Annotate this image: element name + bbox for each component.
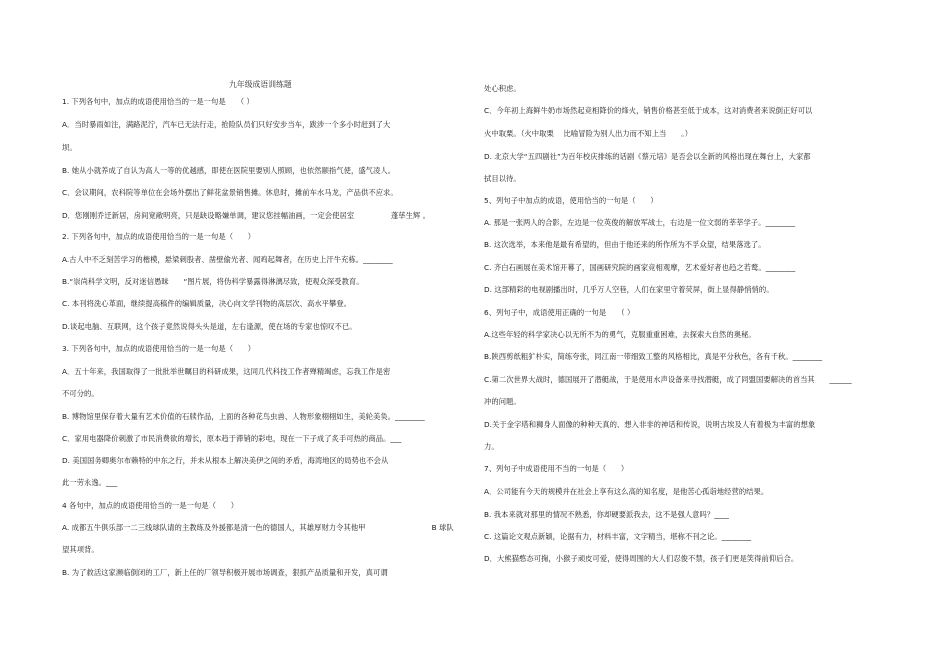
question-line: 拭目以待。	[484, 174, 521, 183]
question-line: C. 本刊将洗心革面，继续提高稿件的编辑质量，决心向文学刊物的高层次、高水平攀登。	[62, 299, 352, 308]
question-line: 坝。	[62, 143, 77, 152]
question-line: A．当时暴雨如注，满路泥泞，汽车已无法行走，抢险队员们只好安步当车，跋涉一个多小时赶到了大	[62, 120, 391, 129]
question-line: A．五十年来，我国取得了一批批举世瞩目的科研成果，这同几代科技工作者殚精竭虑，忘我工作是密	[62, 367, 391, 376]
question-line: D. 北京大学“五四剧社”为百年校庆排练的话剧《蔡元培》是否会以全新的风格出现在舞台上，大家都	[484, 152, 811, 161]
question-line: A. 那是一张两人的合影，左边是一位英俊的解放军战士，右边是一位文弱的莘莘学子。________	[484, 218, 796, 227]
question-line: D.关于金字塔和狮身人面像的种种天真的、想入非非的神话和传说，说明古埃及人有着极为丰富的想象	[484, 420, 816, 429]
question-line: 不可分的。	[62, 389, 99, 398]
question-line: C.第二次世界大战时，德国展开了潜艇战，于是使用水声设备来寻找潜艇，成了同盟国要解决的首当其 ______	[484, 375, 852, 384]
question-line: A．公司能有今天的规模并在社会上享有这么高的知名度，是他苦心孤诣地经营的结果。	[484, 487, 769, 496]
question-line: 1. 下列各句中，加点的成语使用恰当的一是一句是 （ ）	[62, 97, 254, 106]
question-line: 处心积虑。	[484, 84, 521, 93]
question-line: B.“崇尚科学文明，反对迷信愚昧 “图片展，将伪科学暴露得淋漓尽致，使观众深受教育。	[62, 277, 364, 286]
question-line: 3. 下列各句中，加点的成语使用恰当的一是一句是（ ）	[62, 344, 256, 353]
question-line: 2. 下列各句中，加点的成语使用恰当的一是一句是（ ）	[62, 232, 256, 241]
question-line: B. 博物馆里保存着大量有艺术价值的石牍作品，上面的各种花鸟虫兽、人物形象栩栩如生，美轮美奂。________	[62, 412, 425, 421]
question-line: C．今年初上海鲜牛奶市场然起竞相降价的烽火，销售价格甚至低于成本，这对消费者来说倒正好可以	[484, 106, 813, 115]
question-line: B. 为了救活这家濒临倒闭的工厂，新上任的厂领导积极开展市场调查，狠抓产品质量和开发，真可谓	[62, 568, 388, 577]
question-line: C．家用电器降价刺激了市民消费欲的增长，原本趋于滞销的彩电，现在一下子成了炙手可热的商品。___	[62, 434, 402, 443]
question-line: D.谈起电脑、互联网，这个孩子竟然说得头头是道，左右逢源，使在场的专家也惊叹不已。	[62, 322, 357, 331]
question-line: 4 各句中，加点的成语使用恰当的一是一句是（ ）	[62, 501, 239, 510]
question-line: C. 这篇论文观点新颖，论据有力，材料丰富，文字精当，堪称不刊之论。________	[484, 532, 752, 541]
question-line: 此一劳永逸。___	[62, 478, 118, 487]
question-line: 火中取栗。（火中取栗 比喻冒险为别人出力而不知上当 。）	[484, 129, 693, 138]
question-line: A.古人中不乏刻苦学习的楷模，悬梁刺股者、凿壁偷光者、闻鸡起舞者，在历史上汗牛充栋。________	[62, 255, 393, 264]
question-line: C. 齐白石画展在美术馆开幕了，国画研究院的画家竞相观摩，艺术爱好者也趋之若鹜。________	[484, 263, 796, 272]
question-line: D．您刚刚乔迁新居，房间宽敞明亮，只是缺设略嫌单调，建议您挂幅油画，一定会使居室 蓬荜生辉 。	[62, 211, 431, 220]
question-line: C．会议期间，农科院等单位在会场外摆出了鲜花盆景销售摊。休息时，摊前车水马龙，产品供不应求。	[62, 188, 398, 197]
question-line: D．大熊猫憨态可掬，小猴子顽皮可爱，使得周围的大人们忍俊不禁，孩子们更是笑得前仰后合。	[484, 554, 799, 563]
question-line: B. 她从小就养成了自认为高人一等的优越感，即使在医院里要别人照顾，也依然颐指气使，盛气凌人。	[62, 166, 396, 175]
question-line: 力。	[484, 442, 499, 451]
question-line: B. 我本来就对那里的情况不熟悉，你却硬要派我去，这不是强人意吗？____	[484, 510, 729, 519]
document-title: 九年级成语训练题	[229, 80, 292, 89]
question-line: A.这些年轻的科学家决心以无所不为的勇气，克服重重困难，去探索大自然的奥秘。	[484, 330, 756, 339]
question-line: 5、列句子中加点的成语，使用恰当的一句是（ ）	[484, 196, 658, 205]
question-line: 望其项背。	[62, 545, 99, 554]
question-line: B.陕西剪纸粗犷朴实，简练夸张，同江南一带细致工整的风格相比，真是平分秋色，各有千秋。________	[484, 352, 823, 361]
question-line: A. 成都五牛俱乐部一二三线球队请的主教练及外援都是清一色的德国人，其雄厚财力令其他甲 B 球队	[62, 523, 454, 532]
question-line: 6、列句子中，成语使用正确的一句是 （ ）	[484, 308, 635, 317]
question-line: D. 美国国务卿奥尔布赖特的中东之行，并未从根本上解决美伊之间的矛盾，海湾地区的局势也不会从	[62, 456, 389, 465]
question-line: 冲的问题。	[484, 397, 521, 406]
question-line: D. 这部精彩的电视剧播出时，几乎万人空巷，人们在家里守着荧屏，街上显得静悄悄的。	[484, 285, 774, 294]
question-line: 7、列句子中成语使用不当的一句是（ ）	[484, 464, 629, 473]
question-line: B. 这次选举，本来他是最有希望的，但由于他还来的所作所为不孚众望，结果落选了。	[484, 240, 766, 249]
